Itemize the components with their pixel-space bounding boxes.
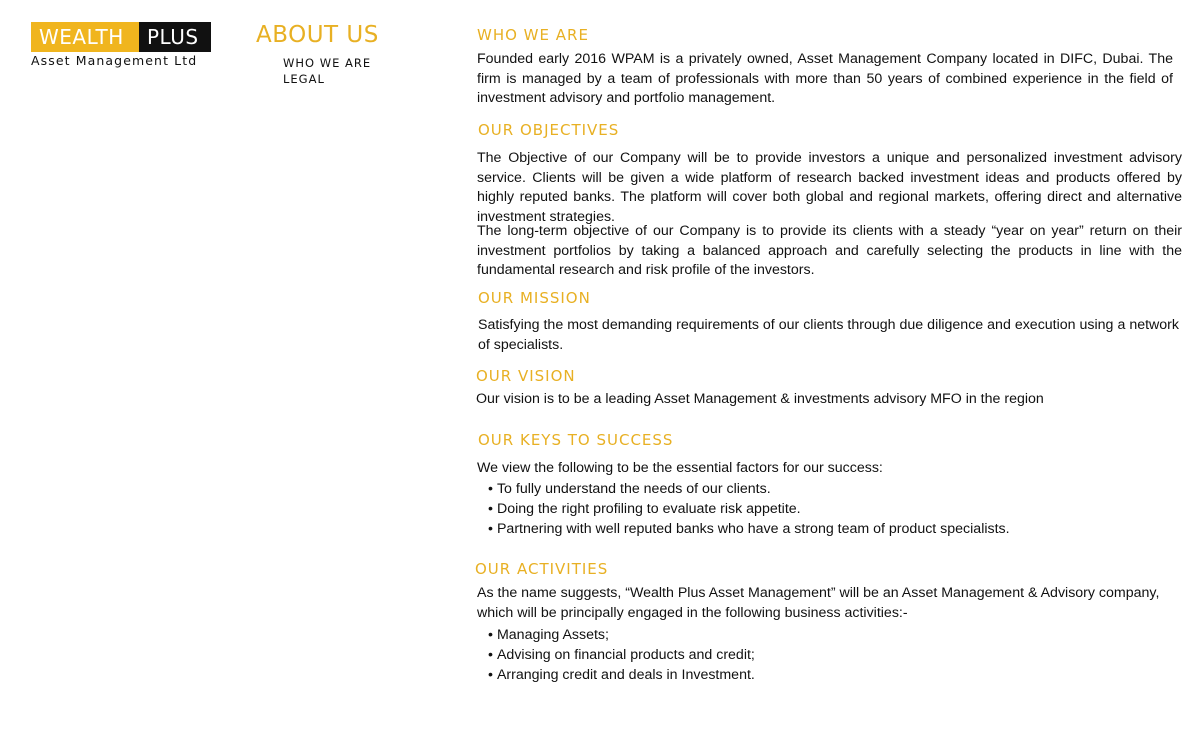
activities-intro: As the name suggests, “Wealth Plus Asset Management” will be an Asset Management & Advisory company, which will be principally engaged in the following business activities:- — [477, 585, 1160, 621]
keys-list — [488, 479, 1010, 539]
nav-link-who-we-are[interactable]: WHO WE ARE — [283, 56, 372, 70]
logo-plus-text: PLUS — [139, 22, 211, 52]
who-we-are-text: Founded early 2016 WPAM is a privately owned, Asset Management Company located in DIFC, Dubai. The firm is managed by a team of professionals with more than 50 years of combined experience in the field of investment advisory and portfolio management. — [477, 51, 1173, 106]
list-item: • To fully understand the needs of our clients. — [488, 479, 1010, 499]
logo-subtitle: Asset Management Ltd — [31, 53, 198, 68]
company-logo[interactable] — [31, 22, 211, 68]
about-side-nav — [283, 55, 371, 87]
activities-list — [488, 625, 755, 685]
who-we-are-heading: WHO WE ARE — [477, 26, 589, 44]
vision-heading: OUR VISION — [476, 367, 576, 385]
keys-intro: We view the following to be the essential factors for our success: — [477, 460, 883, 476]
list-item: • Advising on financial products and credit; — [488, 645, 755, 665]
mission-heading: OUR MISSION — [478, 289, 591, 307]
list-item: • Managing Assets; — [488, 625, 755, 645]
logo-wealth-text: WEALTH — [31, 22, 139, 52]
list-item: • Doing the right profiling to evaluate risk appetite. — [488, 499, 1010, 519]
vision-text: Our vision is to be a leading Asset Management & investments advisory MFO in the region — [476, 391, 1044, 407]
keys-heading: OUR KEYS TO SUCCESS — [478, 431, 674, 449]
mission-text: Satisfying the most demanding requirements of our clients through due diligence and execution using a network of specialists. — [478, 317, 1179, 353]
logo-wordmark — [31, 22, 211, 52]
nav-link-legal[interactable]: LEGAL — [283, 72, 325, 86]
objectives-paragraph-1: The Objective of our Company will be to provide investors a unique and personalized investment advisory service. Clients will be given a wide platform of research backed investment ideas and products offered by highly reputed banks. The platform will cover both global and regional markets, offering direct and alternative investment strategies. — [477, 150, 1182, 225]
activities-heading: OUR ACTIVITIES — [475, 560, 609, 578]
list-item: • Partnering with well reputed banks who have a strong team of product specialists. — [488, 519, 1010, 539]
list-item: • Arranging credit and deals in Investment. — [488, 665, 755, 685]
objectives-paragraph-2: The long-term objective of our Company is to provide its clients with a steady “year on year” return on their investment portfolios by taking a balanced approach and carefully selecting the products in line with the fundamental research and risk profile of the investors. — [477, 223, 1182, 278]
about-us-title: ABOUT US — [256, 22, 379, 48]
objectives-heading: OUR OBJECTIVES — [478, 121, 620, 139]
